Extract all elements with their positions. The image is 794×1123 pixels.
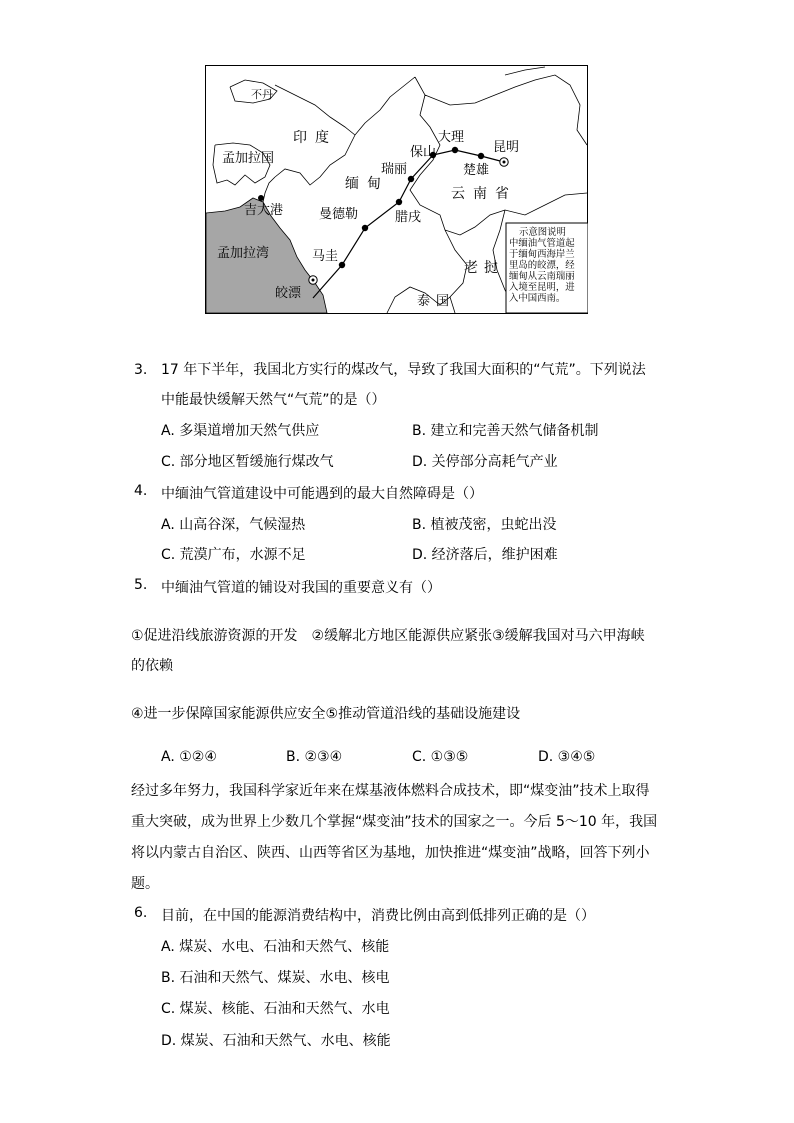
question-number: 3. — [134, 362, 148, 378]
q3-option-b[interactable]: B. 建立和完善天然气储备机制 — [412, 423, 599, 439]
label-kyaukphyu: 皎漂 — [275, 286, 302, 301]
q6-number: 6. — [134, 905, 148, 921]
q5-option-d[interactable]: D. ③④⑤ — [538, 749, 596, 765]
q4-stem: 中缅油气管道建设中可能遇到的最大自然障碍是（） — [161, 486, 483, 502]
label-bay: 孟加拉湾 — [217, 246, 270, 261]
city-dot-magway — [339, 262, 345, 268]
q3-stem-line1: 17 年下半年，我国北方实行的煤改气，导致了我国大面积的“气荒”。下列说法 — [161, 362, 646, 378]
pipeline-map — [205, 65, 588, 314]
city-dot-mandalay — [362, 225, 368, 231]
label-mandalay: 曼德勒 — [319, 207, 359, 222]
city-dot-dali — [452, 147, 458, 153]
label-chittagong: 吉大港 — [244, 203, 284, 218]
city-dot-ruili — [408, 176, 414, 182]
city-dot-chuxiong — [478, 153, 484, 159]
label-bangladesh: 孟加拉国 — [222, 151, 275, 166]
q5-statements-line3: ④进一步保障国家能源供应安全⑤推动管道沿线的基础设施建设 — [131, 706, 521, 722]
q5-option-a[interactable]: A. ①②④ — [161, 749, 217, 765]
passage-line3: 将以内蒙古自治区、陕西、山西等省区为基地，加快推进“煤变油”战略，回答下列小 — [131, 845, 650, 861]
q3-option-a[interactable]: A. 多渠道增加天然气供应 — [161, 423, 320, 439]
svg-text:缅甸从云南瑞丽: 缅甸从云南瑞丽 — [509, 271, 575, 282]
q6-option-b[interactable]: B. 石油和天然气、煤炭、水电、核电 — [161, 970, 390, 986]
q3-stem-line2: 中能最快缓解天然气“气荒”的是（） — [161, 392, 386, 408]
passage-line4: 题。 — [131, 876, 159, 892]
label-dali: 大理 — [438, 130, 465, 145]
svg-text:示意图说明: 示意图说明 — [519, 227, 566, 238]
svg-text:里岛的皎漂，经: 里岛的皎漂，经 — [509, 260, 575, 271]
q4-option-c[interactable]: C. 荒漠广布，水源不足 — [161, 547, 306, 563]
q5-option-c[interactable]: C. ①③⑤ — [412, 749, 469, 765]
label-magway: 马圭 — [312, 249, 339, 264]
city-dot-lashio — [396, 199, 402, 205]
q6-option-a[interactable]: A. 煤炭、水电、石油和天然气、核能 — [161, 939, 390, 955]
label-thailand: 泰国 — [417, 294, 456, 309]
label-baoshan: 保山 — [410, 145, 437, 160]
q5-stem: 中缅油气管道的铺设对我国的重要意义有（） — [161, 580, 441, 596]
q6-stem: 目前，在中国的能源消费结构中，消费比例由高到低排列正确的是（） — [161, 908, 595, 924]
svg-text:中缅油气管道起: 中缅油气管道起 — [509, 238, 575, 249]
passage-line1: 经过多年努力，我国科学家近年来在煤基液体燃料合成技术，即“煤变油”技术上取得 — [131, 783, 650, 799]
port-dot-chittagong — [258, 195, 264, 201]
q5-number: 5. — [134, 577, 148, 593]
svg-text:于缅甸西海岸兰: 于缅甸西海岸兰 — [509, 249, 575, 260]
q6-option-c[interactable]: C. 煤炭、核能、石油和天然气、水电 — [161, 1001, 390, 1017]
q4-number: 4. — [134, 483, 148, 499]
q6-option-d[interactable]: D. 煤炭、石油和天然气、水电、核能 — [161, 1033, 391, 1049]
label-myanmar: 缅甸 — [345, 176, 389, 192]
passage-line2: 重大突破，成为世界上少数几个掌握“煤变油”技术的国家之一。今后 5～10 年，我国 — [131, 814, 658, 830]
q3-option-d[interactable]: D. 关停部分高耗气产业 — [412, 454, 558, 470]
q5-option-b[interactable]: B. ②③④ — [286, 749, 343, 765]
legend-text — [509, 226, 575, 304]
svg-text:入境至昆明，进: 入境至昆明，进 — [509, 282, 575, 293]
q5-statements-line1: ①促进沿线旅游资源的开发 ②缓解北方地区能源供应紧张③缓解我国对马六甲海峡 — [131, 628, 645, 644]
label-bhutan: 不丹 — [251, 88, 273, 101]
label-ruili: 瑞丽 — [381, 162, 408, 177]
q4-option-d[interactable]: D. 经济落后，维护困难 — [412, 547, 558, 563]
label-laos: 老挝 — [464, 260, 504, 276]
q3-option-c[interactable]: C. 部分地区暂缓施行煤改气 — [161, 454, 334, 470]
label-india: 印度 — [293, 130, 337, 146]
q5-statements-line2: 的依赖 — [131, 658, 173, 674]
q4-option-b[interactable]: B. 植被茂密，虫蛇出没 — [412, 517, 557, 533]
q4-option-a[interactable]: A. 山高谷深，气候湿热 — [161, 517, 306, 533]
label-chuxiong: 楚雄 — [463, 163, 490, 178]
label-kunming: 昆明 — [493, 140, 520, 155]
svg-text:入中国西南。: 入中国西南。 — [509, 293, 566, 304]
label-lashio: 腊戌 — [395, 210, 422, 225]
label-yunnan: 云南省 — [451, 186, 517, 202]
